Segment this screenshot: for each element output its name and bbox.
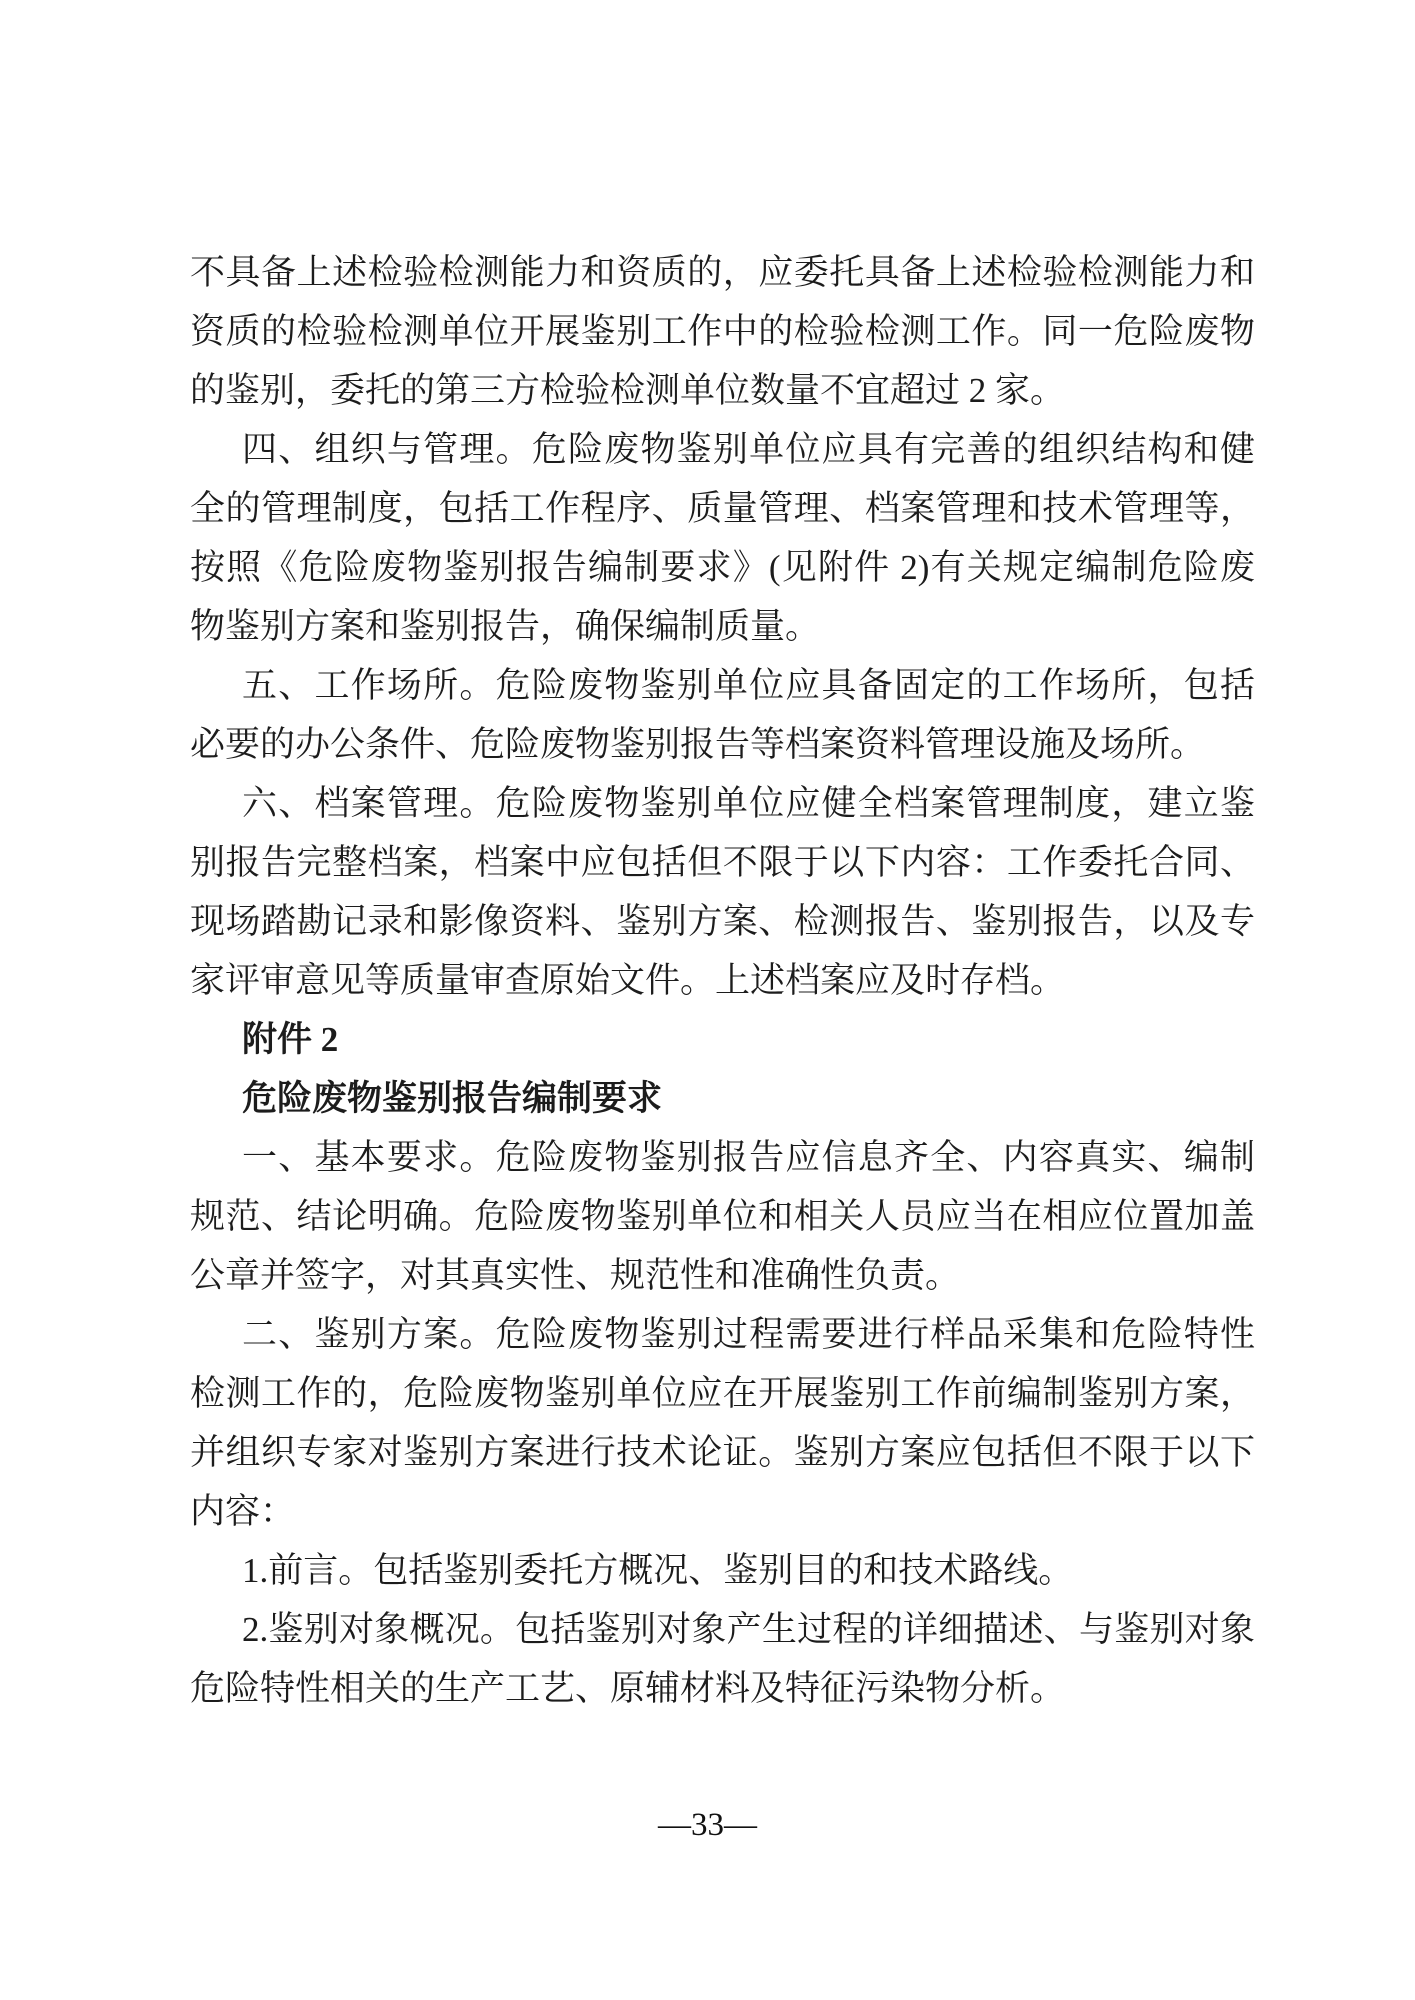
text-line: 2.鉴别对象概况。包括鉴别对象产生过程的详细描述、与鉴别对象 <box>242 1610 1255 1649</box>
paragraph <box>190 1305 1255 1541</box>
paragraph <box>190 1600 1255 1718</box>
text-line: 二、鉴别方案。危险废物鉴别过程需要进行样品采集和危险特性 <box>242 1315 1255 1354</box>
paragraph <box>190 420 1255 656</box>
paragraph <box>190 1541 1255 1600</box>
page-number: —33— <box>658 1807 757 1843</box>
text-line: 1.前言。包括鉴别委托方概况、鉴别目的和技术路线。 <box>242 1551 1074 1590</box>
paragraph <box>190 243 1255 420</box>
paragraph <box>190 774 1255 1010</box>
paragraph <box>190 656 1255 774</box>
text-line: 附件 2 <box>242 1020 339 1059</box>
text-line: 危险废物鉴别报告编制要求 <box>242 1079 663 1118</box>
heading <box>190 1010 1255 1069</box>
text-line: 并组织专家对鉴别方案进行技术论证。鉴别方案应包括但不限于以下 <box>190 1433 1255 1472</box>
page-footer <box>0 1800 1415 1850</box>
text-line: 危险特性相关的生产工艺、原辅材料及特征污染物分析。 <box>190 1669 1066 1708</box>
document-body <box>190 243 1255 1718</box>
text-line: 按照《危险废物鉴别报告编制要求》(见附件 2)有关规定编制危险废 <box>190 548 1255 587</box>
text-line: 别报告完整档案，档案中应包括但不限于以下内容：工作委托合同、 <box>190 843 1255 882</box>
text-line: 四、组织与管理。危险废物鉴别单位应具有完善的组织结构和健 <box>242 430 1255 469</box>
text-line: 一、基本要求。危险废物鉴别报告应信息齐全、内容真实、编制 <box>242 1138 1255 1177</box>
text-line: 现场踏勘记录和影像资料、鉴别方案、检测报告、鉴别报告，以及专 <box>190 902 1255 941</box>
heading <box>190 1069 1255 1128</box>
text-line: 物鉴别方案和鉴别报告，确保编制质量。 <box>190 607 821 646</box>
text-line: 规范、结论明确。危险废物鉴别单位和相关人员应当在相应位置加盖 <box>190 1197 1255 1236</box>
text-line: 必要的办公条件、危险废物鉴别报告等档案资料管理设施及场所。 <box>190 725 1206 764</box>
text-line: 公章并签字，对其真实性、规范性和准确性负责。 <box>190 1256 961 1295</box>
text-line: 的鉴别，委托的第三方检验检测单位数量不宜超过 2 家。 <box>190 371 1066 410</box>
text-line: 不具备上述检验检测能力和资质的，应委托具备上述检验检测能力和 <box>190 253 1255 292</box>
text-line: 内容： <box>190 1492 296 1531</box>
text-line: 检测工作的，危险废物鉴别单位应在开展鉴别工作前编制鉴别方案， <box>190 1374 1255 1413</box>
text-line: 六、档案管理。危险废物鉴别单位应健全档案管理制度，建立鉴 <box>242 784 1255 823</box>
paragraph <box>190 1128 1255 1305</box>
text-line: 家评审意见等质量审查原始文件。上述档案应及时存档。 <box>190 961 1066 1000</box>
text-line: 资质的检验检测单位开展鉴别工作中的检验检测工作。同一危险废物 <box>190 312 1255 351</box>
text-line: 全的管理制度，包括工作程序、质量管理、档案管理和技术管理等， <box>190 489 1255 528</box>
text-line: 五、工作场所。危险废物鉴别单位应具备固定的工作场所，包括 <box>242 666 1255 705</box>
